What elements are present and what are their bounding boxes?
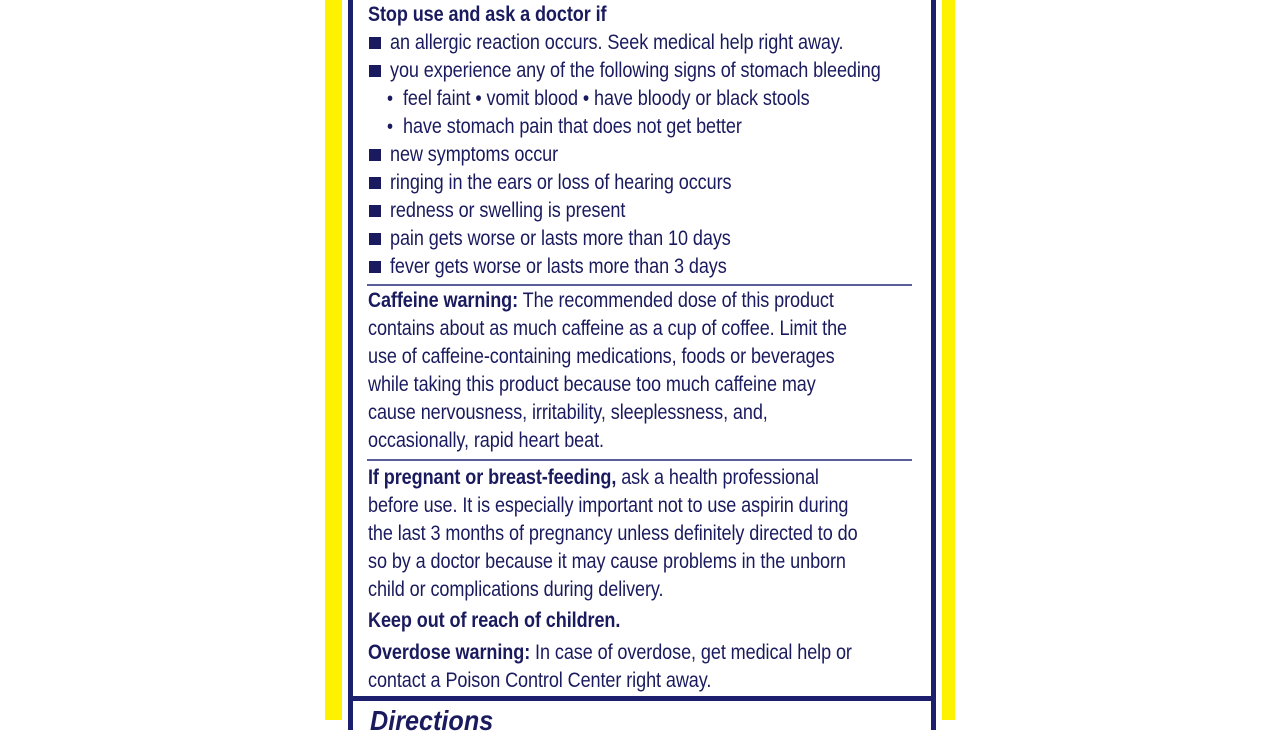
caffeine-line-1: Caffeine warning: The recommended dose of this product [368,289,834,312]
stop-use-heading: Stop use and ask a doctor if [368,3,607,26]
section-divider [367,284,912,286]
square-bullet-icon [369,261,381,273]
stop-use-sub-item: feel faint • vomit blood • have bloody or black stools [403,87,810,110]
overdose-line-1: Overdose warning: In case of overdose, get medical help or [368,641,852,664]
overdose-label: Overdose warning: [368,641,531,664]
square-bullet-icon [369,233,381,245]
stop-use-item: pain gets worse or lasts more than 10 days [390,227,731,250]
pregnancy-line: the last 3 months of pregnancy unless definitely directed to do [368,522,858,545]
caffeine-line: contains about as much caffeine as a cup of coffee. Limit the [368,317,848,340]
stop-use-sub-item: have stomach pain that does not get better [403,115,742,138]
round-bullet-icon: • [387,88,394,110]
square-bullet-icon [369,149,381,161]
left-yellow-stripe [325,0,342,720]
directions-divider [353,696,931,701]
overdose-line: contact a Poison Control Center right away. [368,669,712,692]
right-yellow-stripe [942,0,955,720]
stop-use-item: fever gets worse or lasts more than 3 days [390,255,727,278]
square-bullet-icon [369,65,381,77]
section-divider [367,459,912,461]
caffeine-line: while taking this product because too much caffeine may [368,373,816,396]
square-bullet-icon [369,177,381,189]
pregnancy-line: child or complications during delivery. [368,578,664,601]
stop-use-item: ringing in the ears or loss of hearing occurs [390,171,732,194]
square-bullet-icon [369,205,381,217]
stop-use-item: redness or swelling is present [390,199,626,222]
pregnancy-line: so by a doctor because it may cause problems in the unborn [368,550,846,573]
caffeine-label: Caffeine warning: [368,289,519,312]
directions-heading: Directions [370,705,494,736]
stop-use-item: you experience any of the following signs of stomach bleeding [390,59,881,82]
round-bullet-icon: • [387,116,394,138]
caffeine-line: cause nervousness, irritability, sleeplessness, and, [368,401,768,424]
pregnancy-line: before use. It is especially important not to use aspirin during [368,494,849,517]
square-bullet-icon [369,37,381,49]
caffeine-line: use of caffeine-containing medications, foods or beverages [368,345,835,368]
pregnancy-label: If pregnant or breast-feeding, [368,466,617,489]
pregnancy-line-1: If pregnant or breast-feeding, ask a health professional [368,466,819,489]
drug-facts-panel [348,0,936,736]
children-warning: Keep out of reach of children. [368,609,621,632]
stop-use-item: new symptoms occur [390,143,559,166]
stop-use-item: an allergic reaction occurs. Seek medical help right away. [390,31,844,54]
caffeine-line: occasionally, rapid heart beat. [368,429,604,452]
